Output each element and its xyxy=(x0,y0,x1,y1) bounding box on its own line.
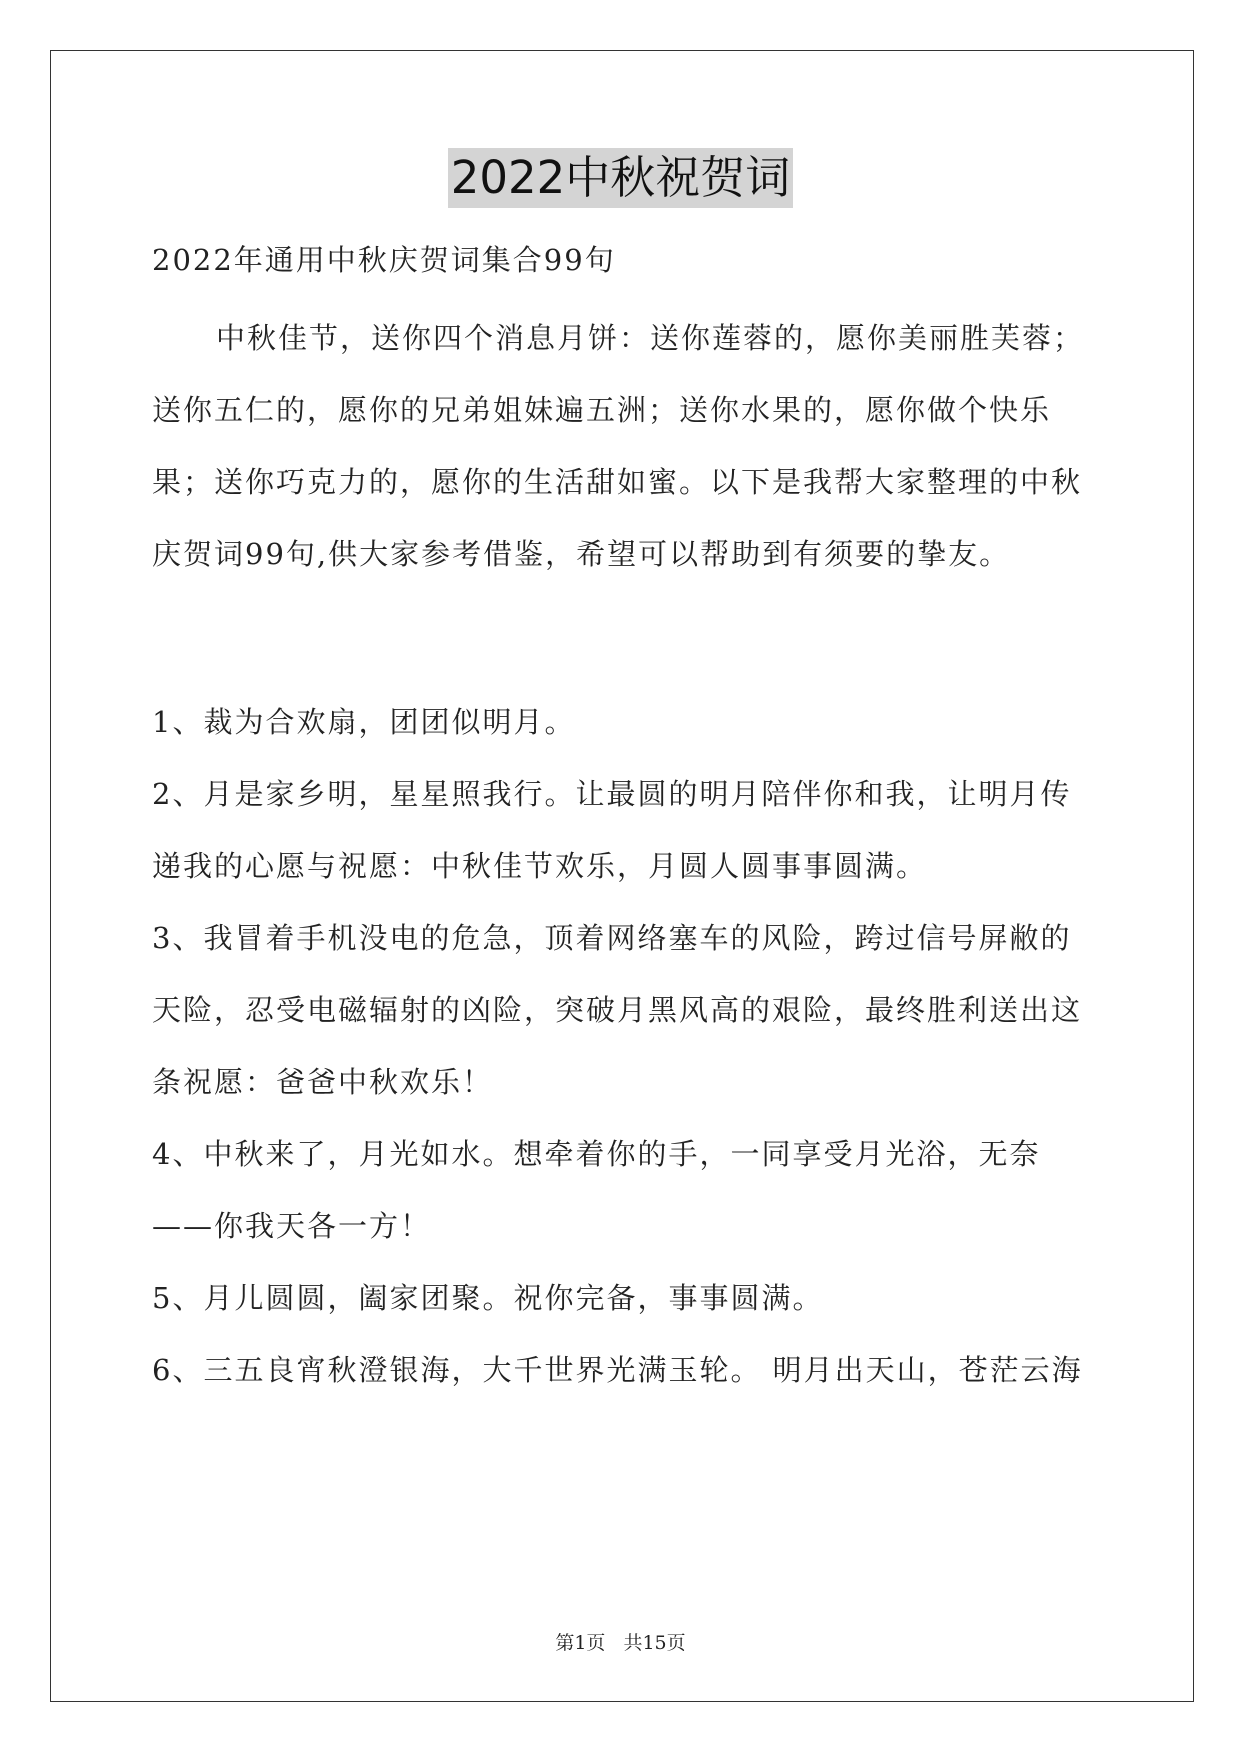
greeting-item: 6、三五良宵秋澄银海，大千世界光满玉轮。 明月出天山，苍茫云海 xyxy=(152,1353,1083,1387)
title-container xyxy=(0,148,1241,208)
page-number: 第1页 xyxy=(555,1632,606,1654)
greeting-item: 2、月是家乡明，星星照我行。让最圆的明月陪伴你和我，让明月传递我的心愿与祝愿：中秋佳节欢乐，月圆人圆事事圆满。 xyxy=(152,777,1072,883)
greeting-item: 5、月儿圆圆，阖家团聚。祝你完备，事事圆满。 xyxy=(152,1281,824,1315)
greeting-item: 1、裁为合欢扇，团团似明月。 xyxy=(152,705,576,739)
greeting-item: 4、中秋来了，月光如水。想牵着你的手，一同享受月光浴，无奈——你我天各一方！ xyxy=(152,1137,1041,1243)
section-spacer xyxy=(152,590,1092,686)
document-title: 2022中秋祝贺词 xyxy=(448,148,794,208)
greeting-item: 3、我冒着手机没电的危急，顶着网络塞车的风险，跨过信号屏敝的天险，忍受电磁辐射的凶险，突破月黑风高的艰险，最终胜利送出这条祝愿：爸爸中秋欢乐！ xyxy=(152,921,1083,1099)
page-footer xyxy=(0,1628,1241,1655)
intro-paragraph: 中秋佳节，送你四个消息月饼：送你莲蓉的，愿你美丽胜芙蓉；送你五仁的，愿你的兄弟姐妹遍五洲；送你水果的，愿你做个快乐果；送你巧克力的，愿你的生活甜如蜜。以下是我帮大家整理的中秋庆贺词99句,供大家参考借鉴，希望可以帮助到有须要的挚友。 xyxy=(152,321,1085,571)
document-subtitle: 2022年通用中秋庆贺词集合99句 xyxy=(152,243,616,277)
document-body xyxy=(152,230,1092,1406)
page-total: 共15页 xyxy=(623,1632,686,1654)
